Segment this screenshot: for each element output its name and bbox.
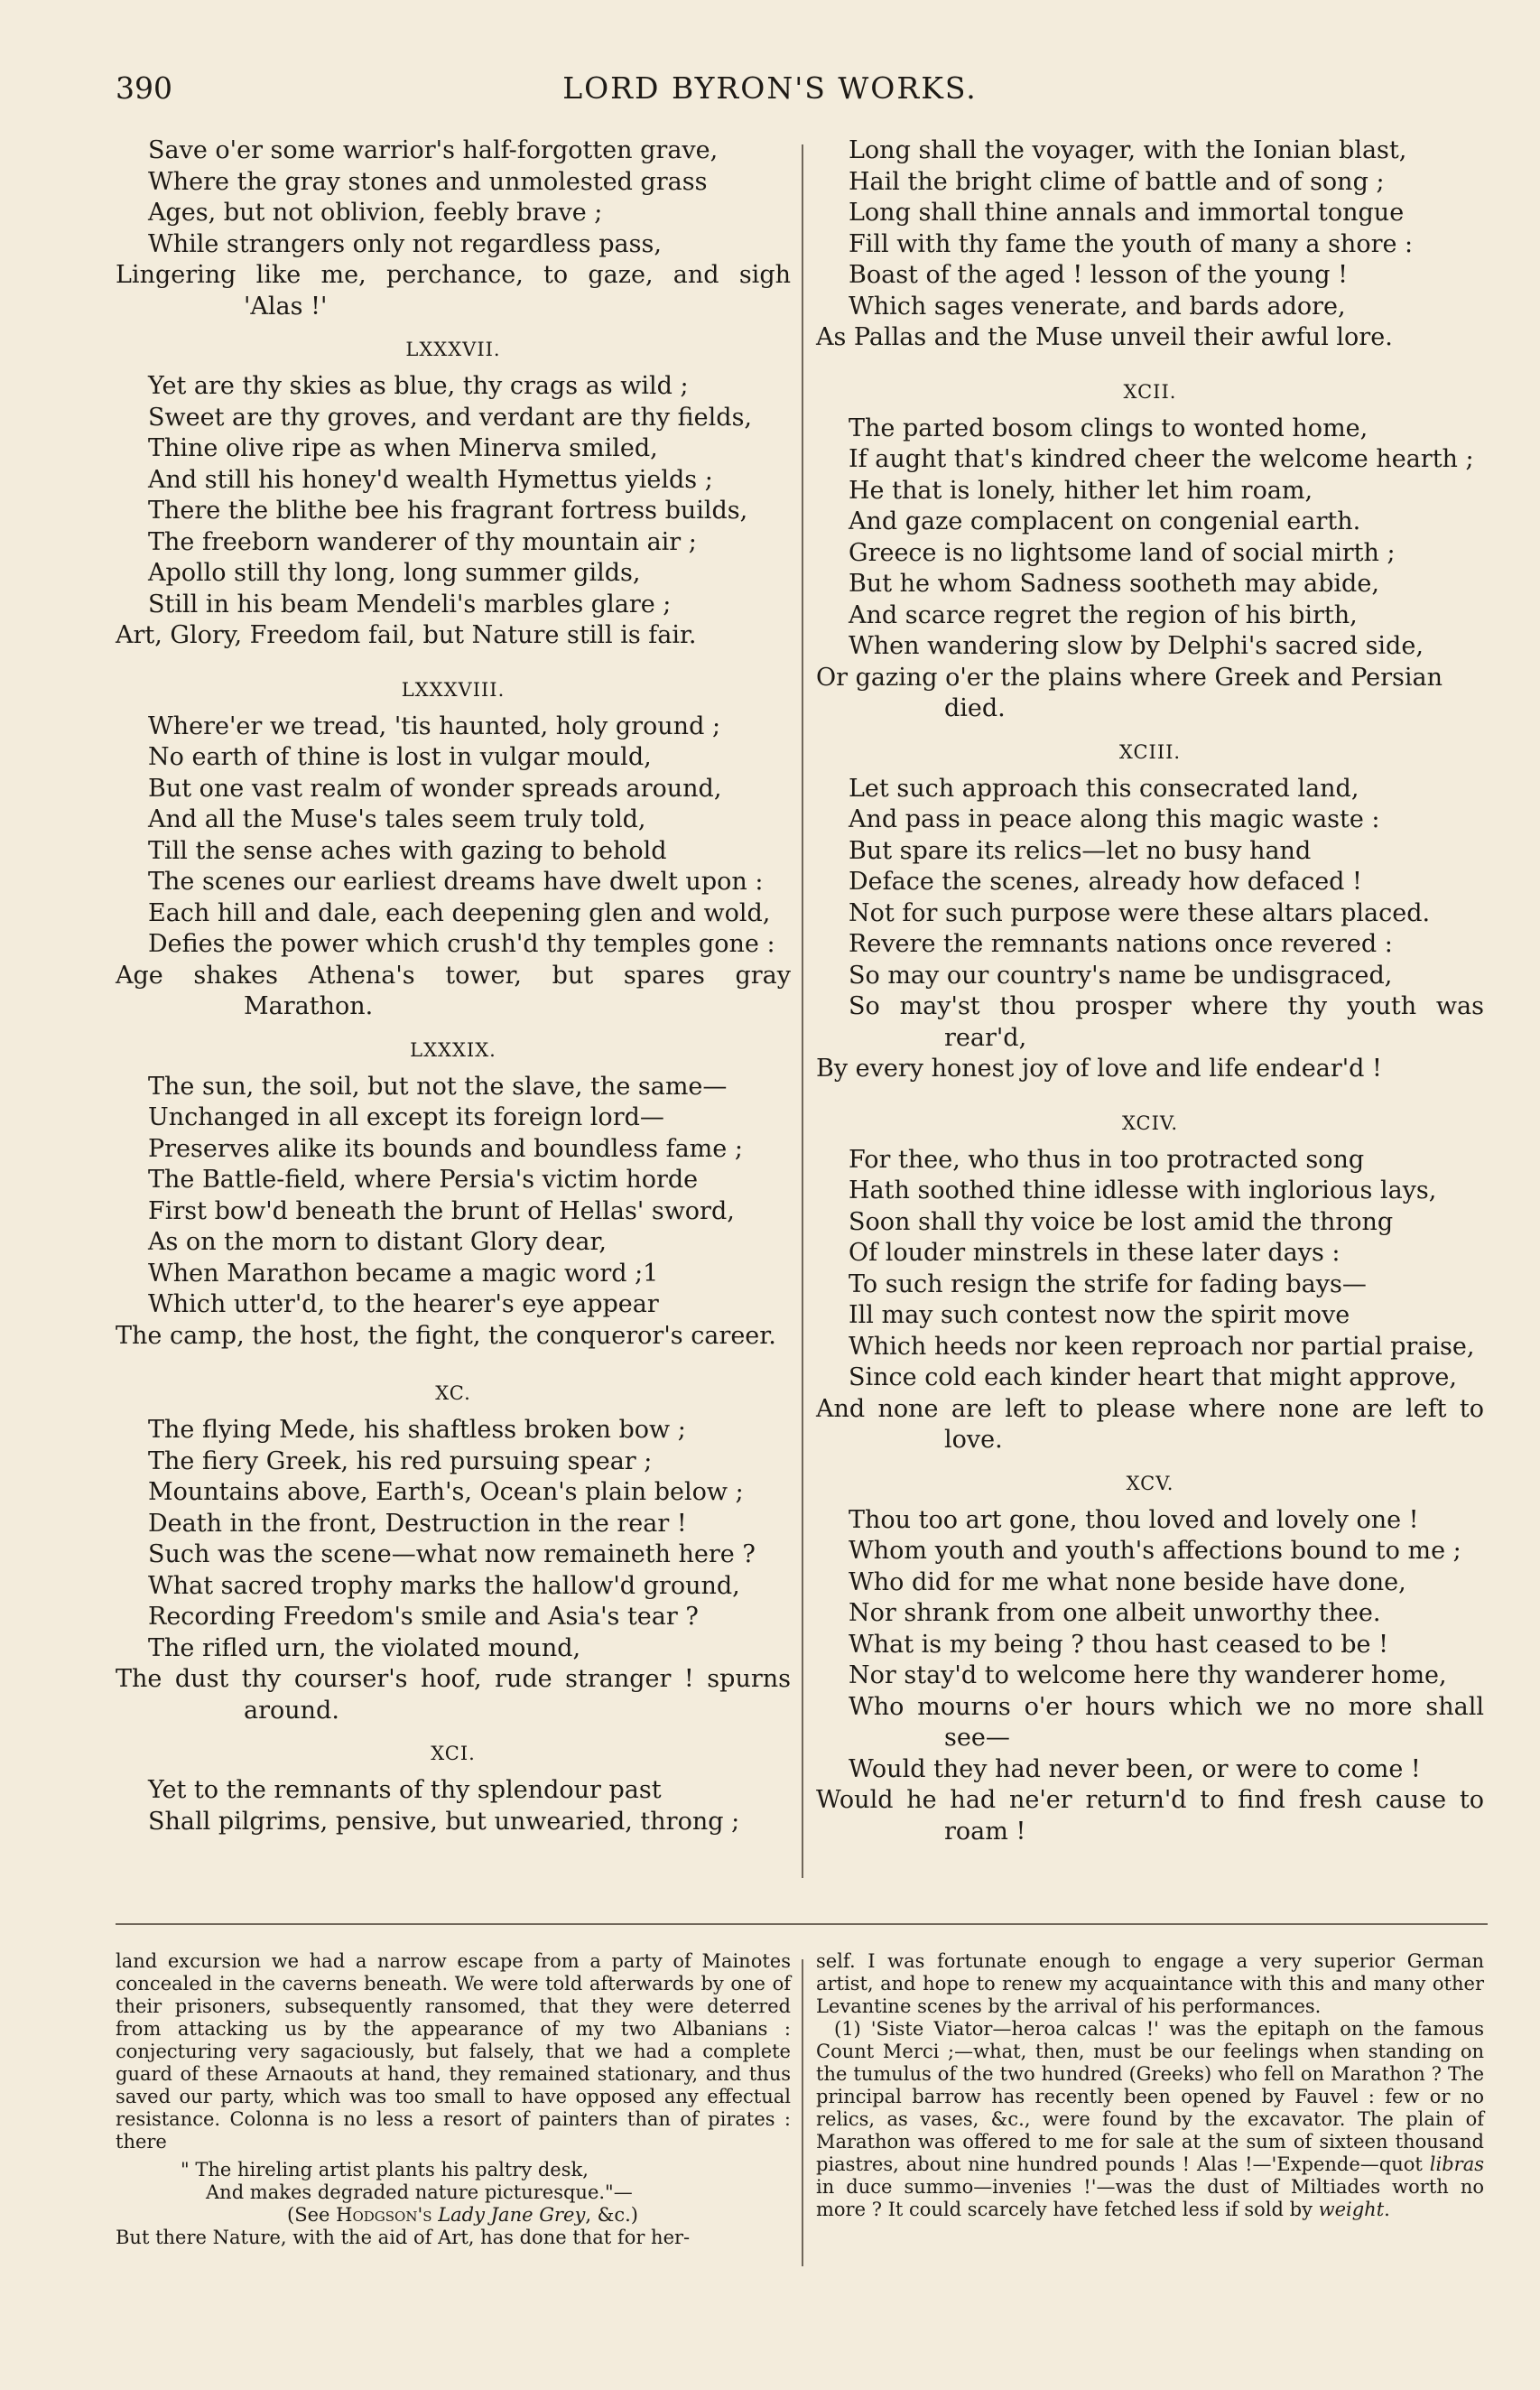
verse-line: The parted bosom clings to wonted home, bbox=[849, 414, 1368, 442]
stanza-xci bbox=[116, 1743, 791, 1837]
verse-line: Which sages venerate, and bards adore, bbox=[849, 292, 1346, 321]
verse-line: see— bbox=[944, 1724, 1010, 1752]
verse-line: What sacred trophy marks the hallow'd ground, bbox=[148, 1571, 740, 1600]
verse-line: If aught that's kindred cheer the welcome hearth ; bbox=[849, 445, 1474, 473]
footnote-paragraph: (1) 'Siste Viator—heroa calcas !' was the epitaph on the famous Count Merci ;—what, then, must be our feelings when standing on the tumulus of the two hundred (Greeks) who fell on Marathon ? The principal barrow has recently been opened by Fauvel : few or no relics, as vases, &c., were found by the excavator. The plain of Marathon was offered to me for sale at the sum of sixteen thousand piastres, about nine hundred pounds ! Alas !—'Expende—quot libras in duce summo—invenies !'—was the dust of Miltiades worth no more ? It could scarcely have fetched less if sold by weight. bbox=[816, 2018, 1484, 2220]
verse-line: Since cold each kinder heart that might approve, bbox=[849, 1363, 1457, 1391]
verse-line: Hail the bright clime of battle and of song ; bbox=[849, 167, 1385, 196]
verse-line: Deface the scenes, already how defaced ! bbox=[849, 868, 1362, 896]
verse-line: Recording Freedom's smile and Asia's tear ? bbox=[148, 1603, 699, 1631]
verse-line: Nor shrank from one albeit unworthy thee. bbox=[849, 1599, 1381, 1627]
stanza-numeral: LXXXIX. bbox=[410, 1038, 496, 1061]
verse-line: Apollo still thy long, long summer gilds, bbox=[148, 559, 641, 587]
citation-author: Hodgson's bbox=[336, 2204, 432, 2226]
verse-line: When Marathon became a magic word ;1 bbox=[148, 1259, 659, 1288]
footnote-left bbox=[116, 1950, 791, 2249]
verse-line: Age shakes Athena's tower, but spares gray bbox=[116, 961, 791, 990]
stanza-lxxxvii bbox=[116, 339, 791, 652]
verse-line: Would he had ne'er return'd to find fresh cause to bbox=[816, 1786, 1484, 1814]
verse-line: The scenes our earliest dreams have dwelt upon : bbox=[148, 868, 764, 896]
stanza-numeral: XCI. bbox=[431, 1743, 476, 1764]
verse-line: No earth of thine is lost in vulgar mould, bbox=[148, 743, 652, 771]
verse-line: Marathon. bbox=[244, 992, 374, 1020]
stanza-lxxxix bbox=[116, 1039, 791, 1353]
verse-line: 'Alas !' bbox=[244, 292, 328, 321]
verse-line: Soon shall thy voice be lost amid the throng bbox=[849, 1207, 1394, 1236]
verse-line: While strangers only not regardless pass, bbox=[148, 229, 662, 258]
verse-line: To such resign the strife for fading bays— bbox=[849, 1269, 1367, 1298]
verse-line: Such was the scene—what now remaineth here ? bbox=[148, 1540, 756, 1568]
verse-line: Yet are thy skies as blue, thy crags as wild ; bbox=[148, 372, 689, 400]
verse-line: The freeborn wanderer of thy mountain air ; bbox=[148, 527, 697, 556]
verse-line: Long shall the voyager, with the Ionian blast, bbox=[849, 136, 1407, 164]
footnote-rule bbox=[116, 1923, 1488, 1925]
stanza-numeral: XCIV. bbox=[1121, 1111, 1179, 1134]
stanza-numeral: XC. bbox=[435, 1382, 471, 1404]
verse-line: Thine olive ripe as when Minerva smiled, bbox=[148, 434, 658, 462]
verse-line: Save o'er some warrior's half-forgotten grave, bbox=[148, 136, 719, 164]
verse-line: But one vast realm of wonder spreads around, bbox=[148, 774, 722, 803]
verse-line: love. bbox=[944, 1426, 1003, 1454]
verse-line: When wandering slow by Delphi's sacred side, bbox=[849, 632, 1424, 660]
verse-line: Where the gray stones and unmolested grass bbox=[148, 167, 708, 196]
verse-line: The camp, the host, the fight, the conqueror's career. bbox=[116, 1321, 776, 1350]
running-head: LORD BYRON'S WORKS. bbox=[562, 70, 978, 106]
verse-line: Revere the remnants nations once revered : bbox=[849, 930, 1393, 958]
verse-line: Would they had never been, or were to come ! bbox=[849, 1754, 1421, 1783]
stanza-xcii bbox=[816, 381, 1484, 725]
verse-line: As Pallas and the Muse unveil their awful lore. bbox=[816, 323, 1393, 351]
verse-line: And none are left to please where none are left to bbox=[816, 1394, 1484, 1423]
verse-line: The Battle-field, where Persia's victim horde bbox=[148, 1166, 699, 1194]
verse-line: And pass in peace along this magic waste : bbox=[849, 805, 1380, 833]
verse-line: Preserves alike its bounds and boundless fame ; bbox=[148, 1134, 743, 1163]
verse-line: Ill may such contest now the spirit move bbox=[849, 1301, 1350, 1329]
verse-line: But he whom Sadness sootheth may abide, bbox=[849, 570, 1379, 598]
verse-line: Which utter'd, to the hearer's eye appear bbox=[148, 1290, 659, 1318]
verse-line: Hath soothed thine idlesse with inglorious lays, bbox=[849, 1176, 1437, 1204]
verse-line: Sweet are thy groves, and verdant are thy fields, bbox=[148, 403, 753, 432]
verse-line: So may'st thou prosper where thy youth was bbox=[849, 992, 1484, 1020]
verse-line: Not for such purpose were these altars placed. bbox=[849, 898, 1431, 927]
verse-line: Death in the front, Destruction in the rear ! bbox=[148, 1509, 687, 1538]
verse-line: And scarce regret the region of his birth, bbox=[849, 600, 1358, 629]
verse-line: But spare its relics—let no busy hand bbox=[849, 836, 1312, 865]
footnote-paragraph: But there Nature, with the aid of Art, has done that for her- bbox=[116, 2227, 691, 2248]
footnote-paragraph: land excursion we had a narrow escape from a party of Mainotes concealed in the caverns beneath. We were told afterwards by one of their prisoners, subsequently ransomed, that they were deterred from attacking us by the appearance of my two Albanians : conjecturing very sagaciously, but falsely, that we had a complete guard of these Arnaouts at hand, they remained stationary, and thus saved our party, which was too small to have opposed any effectual resistance. Colonna is no less a resort of painters than of pirates : there bbox=[116, 1950, 791, 2153]
verse-line: Unchanged in all except its foreign lord— bbox=[148, 1103, 664, 1131]
verse-line: As on the morn to distant Glory dear, bbox=[148, 1228, 608, 1256]
verse-line: Boast of the aged ! lesson of the young ! bbox=[849, 261, 1348, 289]
verse-line: Greece is no lightsome land of social mirth ; bbox=[849, 538, 1396, 567]
verse-line: First bow'd beneath the brunt of Hellas' sword, bbox=[148, 1196, 735, 1225]
verse-line: Which heeds nor keen reproach nor partial praise, bbox=[849, 1332, 1475, 1361]
verse-line: Whom youth and youth's affections bound to me ; bbox=[849, 1537, 1461, 1565]
stanza-numeral: LXXXVII. bbox=[405, 339, 501, 360]
footnote-citation: (See Hodgson's Lady Jane Grey, &c.) bbox=[287, 2204, 638, 2226]
verse-line: And gaze complacent on congenial earth. bbox=[849, 507, 1361, 535]
footnote-quote-line: " The hireling artist plants his paltry desk, bbox=[181, 2159, 589, 2181]
verse-line: Shall pilgrims, pensive, but unwearied, throng ; bbox=[148, 1807, 740, 1836]
verse-line: Each hill and dale, each deepening glen and wold, bbox=[148, 898, 771, 927]
italic-word: weight bbox=[1318, 2199, 1385, 2220]
left-column bbox=[116, 135, 791, 1837]
verse-line: Or gazing o'er the plains where Greek and Persian bbox=[816, 663, 1443, 692]
verse-line: Art, Glory, Freedom fail, but Nature still is fair. bbox=[116, 621, 697, 649]
verse-line: died. bbox=[944, 694, 1006, 722]
verse-line: Fill with thy fame the youth of many a shore : bbox=[849, 229, 1414, 258]
italic-word: libras bbox=[1429, 2153, 1484, 2175]
verse-line: The flying Mede, his shaftless broken bow ; bbox=[148, 1416, 686, 1444]
verse-line: Let such approach this consecrated land, bbox=[849, 774, 1359, 803]
verse-line: Long shall thine annals and immortal tongue bbox=[849, 199, 1405, 227]
verse-line: Nor stay'd to welcome here thy wanderer home, bbox=[849, 1661, 1447, 1689]
verse-line: rear'd, bbox=[944, 1023, 1027, 1052]
verse-line: What is my being ? thou hast ceased to be ! bbox=[849, 1630, 1388, 1659]
verse-line: Thou too art gone, thou loved and lovely one ! bbox=[849, 1505, 1419, 1534]
stanza-lxxxviii bbox=[116, 679, 791, 1023]
footnote-column-divider bbox=[802, 1959, 803, 2266]
verse-line: He that is lonely, hither let him roam, bbox=[849, 476, 1313, 505]
verse-line: Defies the power which crush'd thy temples gone : bbox=[148, 930, 775, 958]
verse-line: For thee, who thus in too protracted song bbox=[849, 1145, 1365, 1174]
verse-line: The fiery Greek, his red pursuing spear ; bbox=[148, 1446, 653, 1475]
verse-line: Still in his beam Mendeli's marbles glare ; bbox=[148, 590, 672, 618]
stanza-xciv bbox=[816, 1112, 1484, 1456]
stanza-numeral: XCII. bbox=[1123, 380, 1177, 403]
stanza-xci-continued bbox=[816, 135, 1484, 354]
footnote-right bbox=[816, 1950, 1484, 2221]
verse-line: Mountains above, Earth's, Ocean's plain below ; bbox=[148, 1478, 744, 1506]
verse-line: By every honest joy of love and life endear'd ! bbox=[816, 1055, 1382, 1083]
stanza-numeral: XCIII. bbox=[1118, 740, 1182, 763]
verse-line: roam ! bbox=[944, 1817, 1026, 1846]
page-header bbox=[0, 70, 1540, 116]
stanza-xc bbox=[116, 1382, 791, 1726]
right-column bbox=[816, 135, 1484, 1847]
verse-line: There the blithe bee his fragrant fortress builds, bbox=[148, 497, 748, 525]
verse-line: And all the Muse's tales seem truly told, bbox=[148, 805, 646, 833]
stanza-numeral: XCV. bbox=[1126, 1472, 1174, 1494]
verse-line: Lingering like me, perchance, to gaze, and sigh bbox=[116, 261, 791, 289]
verse-line: around. bbox=[244, 1696, 339, 1725]
stanza-xcv bbox=[816, 1473, 1484, 1848]
column-divider bbox=[802, 144, 803, 1878]
verse-line: Where'er we tread, 'tis haunted, holy ground ; bbox=[148, 711, 721, 740]
verse-line: The sun, the soil, but not the slave, the same— bbox=[148, 1072, 728, 1101]
verse-line: And still his honey'd wealth Hymettus yields ; bbox=[148, 465, 713, 494]
footnote-paragraph: self. I was fortunate enough to engage a very superior German artist, and hope to renew my acquaintance with this and many other Levantine scenes by the arrival of his performances. bbox=[816, 1950, 1484, 2017]
verse-line: The rifled urn, the violated mound, bbox=[148, 1633, 581, 1662]
verse-line: The dust thy courser's hoof, rude stranger ! spurns bbox=[116, 1665, 791, 1693]
footnote-quote-line: And makes degraded nature picturesque."— bbox=[206, 2181, 633, 2203]
stanza-xciii bbox=[816, 741, 1484, 1085]
stanza-numeral: LXXXVIII. bbox=[401, 678, 506, 701]
verse-line: Till the sense aches with gazing to behold bbox=[148, 836, 667, 865]
page-number: 390 bbox=[116, 70, 172, 106]
verse-line: Who mourns o'er hours which we no more shall bbox=[849, 1692, 1484, 1721]
citation-title: Lady Jane Grey bbox=[438, 2204, 586, 2226]
opening-stanza-fragment bbox=[116, 135, 791, 322]
verse-line: So may our country's name be undisgraced, bbox=[849, 961, 1393, 990]
verse-line: Who did for me what none beside have done, bbox=[849, 1567, 1406, 1596]
verse-line: Ages, but not oblivion, feebly brave ; bbox=[148, 199, 603, 227]
verse-line: Of louder minstrels in these later days : bbox=[849, 1239, 1341, 1267]
verse-line: Yet to the remnants of thy splendour past bbox=[148, 1776, 662, 1804]
